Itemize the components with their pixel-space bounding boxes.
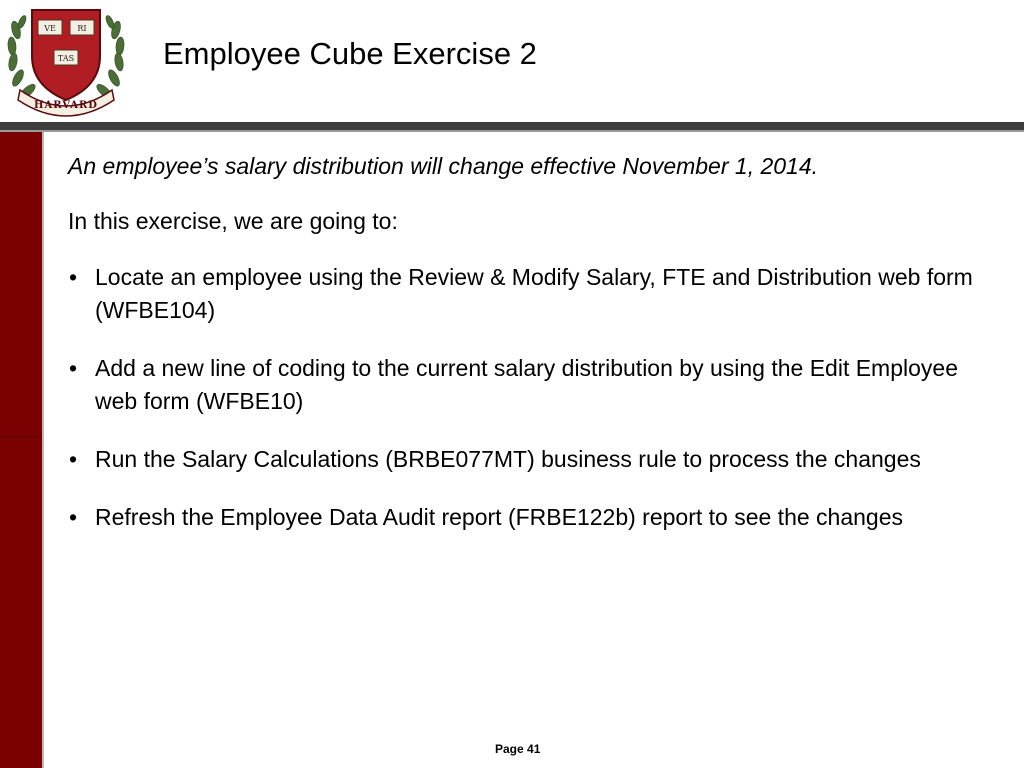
shield-word-2: RI [77, 24, 87, 33]
harvard-shield-icon [2, 0, 130, 122]
header-divider-shadow [0, 130, 1024, 132]
list-item [68, 443, 998, 476]
shield-word-3: TAS [57, 54, 75, 63]
step-text: Add a new line of coding to the current salary distribution by using the Edit Employee web form (WFBE10) [95, 355, 958, 414]
left-crimson-bar [0, 132, 42, 768]
bullet-icon: • [69, 355, 78, 381]
left-bar-edge [42, 132, 44, 768]
step-text: Locate an employee using the Review & Modify Salary, FTE and Distribution web form (WFBE104) [95, 264, 973, 323]
step-text: Run the Salary Calculations (BRBE077MT) business rule to process the changes [95, 446, 921, 472]
list-item [68, 501, 998, 534]
page-number: Page 41 [495, 742, 541, 756]
list-item [68, 352, 998, 418]
bullet-icon: • [69, 504, 78, 530]
slide-body [68, 150, 998, 559]
lead-sentence: In this exercise, we are going to: [68, 208, 398, 234]
slide-title: Employee Cube Exercise 2 [163, 36, 537, 71]
left-bar-seam [0, 436, 42, 437]
intro-statement: An employee’s salary distribution will change effective November 1, 2014. [68, 153, 819, 179]
list-item [68, 261, 998, 327]
bullet-icon: • [69, 264, 78, 290]
exercise-steps [68, 261, 998, 534]
shield-word-1: VE [44, 24, 56, 33]
header-divider [0, 122, 1024, 130]
logo-banner-text: HARVARD [34, 100, 98, 111]
bullet-icon: • [69, 446, 78, 472]
step-text: Refresh the Employee Data Audit report (FRBE122b) report to see the changes [95, 504, 903, 530]
